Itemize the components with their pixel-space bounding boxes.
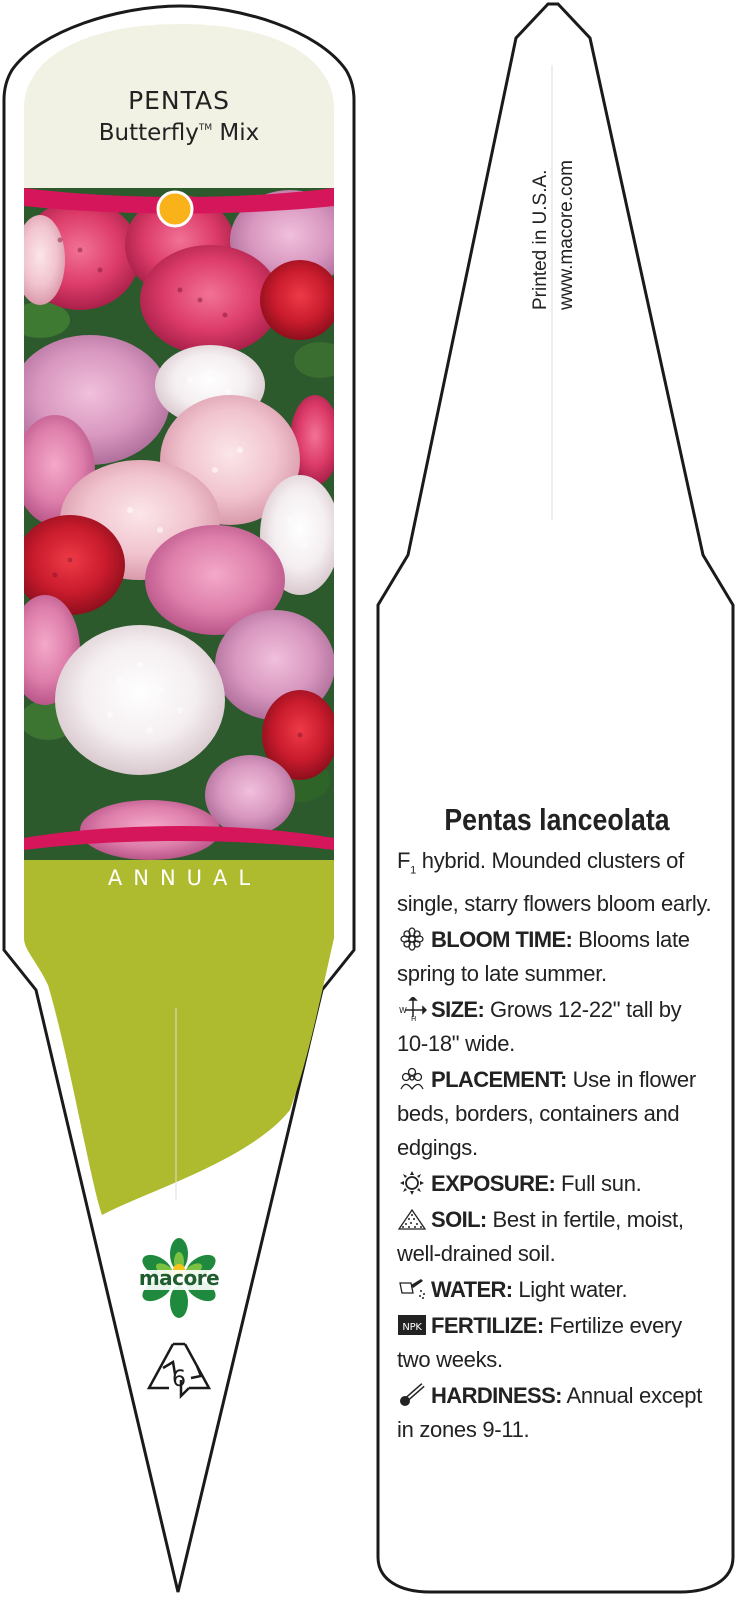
thermometer-icon [397, 1383, 427, 1407]
size-icon [397, 997, 427, 1021]
svg-text:W: W [399, 1006, 407, 1016]
recycling-code: 6 [172, 1367, 186, 1392]
soil-icon [397, 1207, 427, 1231]
water-section: WATER: Light water. [397, 1273, 717, 1307]
variety-name: Butterfly [98, 120, 199, 146]
plant-info-panel [397, 800, 717, 1447]
print-info [528, 160, 580, 310]
placement-icon [397, 1067, 427, 1091]
variety-suffix: Mix [219, 120, 260, 146]
watering-can-icon [397, 1277, 427, 1301]
brand-logo-text: macore [138, 1266, 220, 1290]
svg-text:NPK: NPK [402, 1322, 422, 1334]
placement-section: PLACEMENT: Use in flower beds, borders, containers and edgings. [397, 1067, 696, 1161]
bloom-time-section: BLOOM TIME: Blooms late spring to late summer. [397, 927, 690, 987]
plant-description: $F_1$ hybrid. Mounded clusters of single, starry flowers bloom early. [397, 848, 712, 917]
fertilize-section: NPK FERTILIZE: Fertilize every two weeks. [397, 1313, 682, 1373]
bloom-time-icon [397, 927, 427, 951]
soil-section: SOIL: Best in fertile, moist, well-drained soil. [397, 1207, 684, 1267]
plant-category-label: ANNUAL [107, 866, 262, 890]
size-section: W H SIZE: Grows 12-22" tall by 10-18" wide. [397, 997, 682, 1057]
latin-name: Pentas lanceolata [444, 802, 670, 837]
exposure-section: EXPOSURE: Full sun. [397, 1167, 717, 1201]
printed-in-text: Printed in U.S.A. [530, 169, 551, 310]
svg-text:H: H [411, 1015, 416, 1022]
website-text: www.macore.com [556, 160, 577, 310]
plant-genus-title: PENTAS [128, 86, 230, 115]
trademark-mark: TM [198, 123, 213, 133]
hardiness-section: HARDINESS: Annual except in zones 9-11. [397, 1383, 703, 1443]
exposure-sun-icon [397, 1171, 427, 1195]
npk-fertilizer-icon [397, 1313, 427, 1337]
